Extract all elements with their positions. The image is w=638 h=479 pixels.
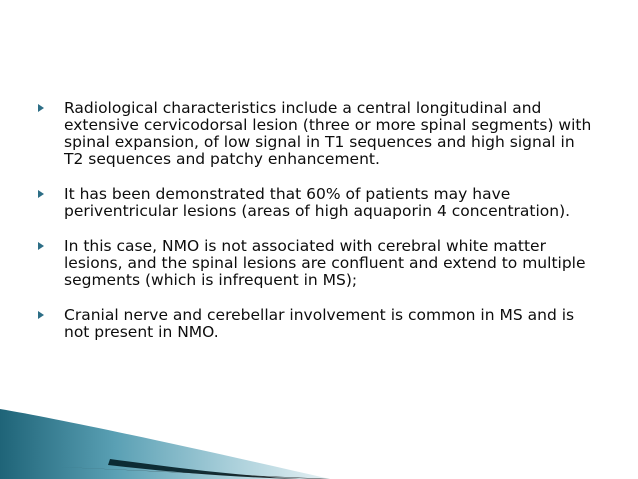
bullet-item (38, 307, 598, 341)
triangle-bullet-icon (38, 311, 44, 319)
bullet-text: Radiological characteristics include a central longitudinal and extensive cervicodorsal lesion (three or more spinal segments) with spinal expansion, of low signal in T1 sequences and high signal in T2 sequences and patchy enhancement. (64, 99, 592, 168)
bullet-item (38, 100, 598, 168)
bullet-text: Cranial nerve and cerebellar involvement is common in MS and is not present in NMO. (64, 306, 575, 341)
triangle-bullet-icon (38, 190, 44, 198)
bullet-item (38, 238, 598, 289)
bullet-list (38, 100, 598, 359)
bullet-text: It has been demonstrated that 60% of patients may have periventricular lesions (areas of high aquaporin 4 concentration). (64, 185, 571, 220)
decorative-corner-swoosh (0, 369, 638, 479)
triangle-bullet-icon (38, 104, 44, 112)
bullet-text: In this case, NMO is not associated with cerebral white matter lesions, and the spinal lesions are confluent and extend to multiple segments (which is infrequent in MS); (64, 237, 586, 289)
bullet-item (38, 186, 598, 220)
triangle-bullet-icon (38, 242, 44, 250)
